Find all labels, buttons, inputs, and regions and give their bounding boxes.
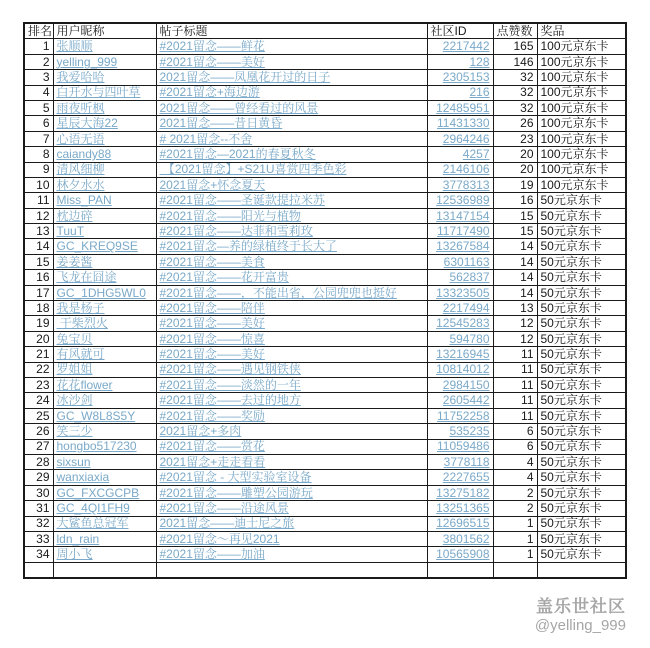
rank-cell: 15 — [24, 254, 53, 269]
likes-cell: 26 — [493, 116, 537, 131]
username-link[interactable]: 心语无语 — [56, 131, 105, 146]
likes-cell: 19 — [493, 177, 537, 192]
community-id-link[interactable]: 13323505 — [436, 285, 490, 300]
prize-cell: 50元京东卡 — [537, 285, 626, 300]
prize-cell: 50元京东卡 — [537, 362, 626, 377]
username-link[interactable]: GC_1DHG5WL0 — [56, 285, 146, 300]
table-row — [24, 316, 626, 331]
table-row — [24, 285, 626, 300]
col-header-post-title: 帖子标题 — [156, 23, 427, 39]
username-link[interactable]: caiandy88 — [56, 147, 112, 162]
table-row — [24, 85, 626, 100]
username-link[interactable]: yelling_999 — [56, 54, 118, 69]
table-row — [24, 39, 626, 54]
post-title-link[interactable]: #2021留念——奖励 — [159, 408, 265, 423]
table-row — [24, 162, 626, 177]
prize-cell: 50元京东卡 — [537, 347, 626, 362]
community-id-link[interactable]: 2305153 — [442, 70, 490, 85]
likes-cell: 6 — [493, 424, 537, 439]
rank-cell: 23 — [24, 377, 53, 392]
prize-cell: 50元京东卡 — [537, 270, 626, 285]
username-link[interactable]: hongbo517230 — [56, 439, 137, 454]
prize-cell: 100元京东卡 — [537, 162, 626, 177]
community-id-link[interactable]: 562837 — [449, 270, 490, 285]
likes-cell: 12 — [493, 316, 537, 331]
post-title-link[interactable]: #2021留念——，不能出省，公园兜兜也挺好 — [159, 285, 397, 300]
community-id-link[interactable]: 2146106 — [442, 162, 490, 177]
post-title-link[interactable]: #2021留念——沿途风景 — [159, 501, 289, 515]
rank-cell: 31 — [24, 501, 53, 516]
prize-cell: 100元京东卡 — [537, 54, 626, 69]
username-link[interactable]: 花花flower — [56, 377, 113, 392]
col-header-community-id: 社区ID — [427, 23, 493, 39]
table-body — [24, 39, 626, 578]
community-id-link[interactable]: 6301163 — [443, 254, 490, 269]
table-row — [24, 70, 626, 85]
community-id-link[interactable]: 2217494 — [442, 300, 490, 315]
likes-cell: 11 — [493, 377, 537, 392]
rank-cell: 1 — [24, 39, 53, 54]
table-row — [24, 362, 626, 377]
watermark-brand: 盖乐世社区 — [536, 597, 626, 616]
table-row — [24, 393, 626, 408]
rank-cell: 5 — [24, 100, 53, 115]
username-link[interactable]: GC_W8L8S5Y — [56, 408, 136, 423]
likes-cell: 13 — [493, 301, 537, 316]
rank-cell: 13 — [24, 224, 53, 239]
rank-cell: 14 — [24, 239, 53, 254]
prize-cell: 50元京东卡 — [537, 454, 626, 469]
prize-cell: 50元京东卡 — [537, 224, 626, 239]
prize-cell: 50元京东卡 — [537, 254, 626, 269]
prize-cell: 50元京东卡 — [537, 547, 626, 562]
watermark — [535, 596, 626, 636]
username-link[interactable]: 张顺顺 — [56, 39, 93, 54]
ranking-table — [23, 22, 627, 579]
table-row — [24, 116, 626, 131]
prize-cell: 50元京东卡 — [537, 208, 626, 223]
post-title-link[interactable]: #2021留念——雕塑公园游玩 — [159, 485, 313, 500]
prize-cell: 100元京东卡 — [537, 39, 626, 54]
username-link[interactable]: 有风就可 — [56, 347, 105, 362]
username-link[interactable]: TuuT — [56, 223, 85, 238]
rank-cell: 11 — [24, 193, 53, 208]
post-title-link[interactable]: #2021留念——美好 — [159, 316, 265, 331]
post-title-link[interactable]: #2021留念——淡然的一年 — [159, 377, 301, 392]
rank-cell: 18 — [24, 301, 53, 316]
likes-cell: 6 — [493, 439, 537, 454]
rank-cell: 19 — [24, 316, 53, 331]
table-row — [24, 301, 626, 316]
post-title-link[interactable]: 2021留念+怀念夏天 — [159, 177, 266, 192]
community-id-link[interactable]: 4257 — [462, 147, 490, 162]
prize-cell: 100元京东卡 — [537, 100, 626, 115]
community-id-link[interactable]: 2964246 — [442, 131, 490, 146]
community-id-link[interactable]: 535235 — [449, 424, 490, 439]
table-row — [24, 347, 626, 362]
prize-cell: 50元京东卡 — [537, 516, 626, 531]
post-title-link[interactable]: 2021留念——曾经看过的风景 — [159, 100, 319, 115]
table-row — [24, 485, 626, 500]
table-row — [24, 131, 626, 146]
post-title-link[interactable]: #2021留念——达菲和雪莉玫 — [159, 223, 313, 238]
table-row — [24, 516, 626, 531]
prize-cell: 50元京东卡 — [537, 470, 626, 485]
community-id-link[interactable]: 11431330 — [437, 116, 490, 131]
community-id-link[interactable]: 3801562 — [442, 531, 490, 546]
rank-cell: 34 — [24, 547, 53, 562]
col-header-username: 用户昵称 — [53, 23, 156, 39]
header-row — [24, 23, 626, 39]
table-row — [24, 100, 626, 115]
likes-cell: 4 — [493, 470, 537, 485]
community-id-link[interactable]: 12485951 — [436, 100, 490, 115]
table-row — [24, 270, 626, 285]
rank-cell: 33 — [24, 531, 53, 546]
table-row — [24, 439, 626, 454]
post-title-link[interactable]: #2021留念——陪伴 — [159, 300, 265, 315]
prize-cell: 50元京东卡 — [537, 316, 626, 331]
likes-cell: 32 — [493, 85, 537, 100]
community-id-link[interactable]: 2227655 — [442, 470, 490, 485]
post-title-link[interactable]: #2021留念+海边游 — [159, 85, 260, 100]
likes-cell: 32 — [493, 100, 537, 115]
rank-cell: 30 — [24, 485, 53, 500]
table-row — [24, 408, 626, 423]
community-id-link[interactable]: 12545283 — [436, 316, 490, 331]
empty-row — [24, 562, 626, 578]
username-link[interactable]: 姜姜酱 — [56, 254, 93, 269]
rank-cell: 6 — [24, 116, 53, 131]
table-row — [24, 224, 626, 239]
col-header-rank: 排名 — [24, 23, 53, 39]
likes-cell: 14 — [493, 285, 537, 300]
table-row — [24, 177, 626, 192]
post-title-link[interactable]: 2021留念——凤凰花开过的日子 — [159, 70, 331, 85]
prize-cell: 100元京东卡 — [537, 70, 626, 85]
community-id-link[interactable]: 13275182 — [436, 485, 490, 500]
username-link[interactable]: ldn_rain — [56, 531, 100, 546]
likes-cell: 2 — [493, 501, 537, 516]
prize-cell: 50元京东卡 — [537, 424, 626, 439]
prize-cell: 50元京东卡 — [537, 501, 626, 516]
username-link[interactable]: GC_FXCGCPB — [56, 485, 140, 500]
community-id-link[interactable]: 10565908 — [436, 547, 490, 562]
rank-cell: 4 — [24, 85, 53, 100]
username-link[interactable]: 我是杨子 — [56, 300, 105, 315]
community-id-link[interactable]: 11059486 — [437, 439, 490, 454]
post-title-link[interactable]: 2021留念+多肉 — [159, 424, 242, 439]
post-title-link[interactable]: #2021留念——美食 — [159, 254, 265, 269]
table-row — [24, 54, 626, 69]
username-link[interactable]: 大鲨鱼总冠军 — [56, 516, 129, 531]
post-title-link[interactable]: 2021留念——迪士尼之旅 — [159, 516, 295, 531]
rank-cell: 28 — [24, 454, 53, 469]
prize-cell: 50元京东卡 — [537, 408, 626, 423]
prize-cell: 100元京东卡 — [537, 116, 626, 131]
post-title-link[interactable]: #2021留念 - 大型实验室设备 — [159, 470, 312, 485]
likes-cell: 11 — [493, 408, 537, 423]
rank-cell: 22 — [24, 362, 53, 377]
col-header-prize: 奖品 — [537, 23, 626, 39]
username-link[interactable]: 星辰大海22 — [56, 116, 118, 131]
likes-cell: 20 — [493, 147, 537, 162]
table-row — [24, 454, 626, 469]
rank-cell: 12 — [24, 208, 53, 223]
username-link[interactable]: 罗姐姐 — [56, 362, 93, 377]
community-id-link[interactable]: 10814012 — [436, 362, 490, 377]
rank-cell: 20 — [24, 331, 53, 346]
prize-cell: 50元京东卡 — [537, 239, 626, 254]
rank-cell: 3 — [24, 70, 53, 85]
community-id-link[interactable]: 128 — [469, 54, 490, 69]
post-title-link[interactable]: # 2021留念--不舍 — [159, 131, 253, 146]
community-id-link[interactable]: 2605442 — [442, 393, 490, 408]
likes-cell: 15 — [493, 208, 537, 223]
community-id-link[interactable]: 12536989 — [436, 193, 490, 208]
username-link[interactable]: GC_KREQ9SE — [56, 239, 138, 254]
post-title-link[interactable]: #2021留念——美好 — [159, 347, 265, 362]
likes-cell: 4 — [493, 454, 537, 469]
prize-cell: 100元京东卡 — [537, 85, 626, 100]
username-link[interactable]: 白开水与四叶草 — [56, 85, 141, 100]
likes-cell: 1 — [493, 531, 537, 546]
post-title-link[interactable]: #2021留念——去过的地方 — [159, 393, 301, 408]
rank-cell: 7 — [24, 131, 53, 146]
watermark-handle: @yelling_999 — [534, 617, 626, 635]
post-title-link[interactable]: #2021留念——惊喜 — [159, 331, 265, 346]
community-id-link[interactable]: 12696515 — [436, 516, 490, 531]
community-id-link[interactable]: 3778118 — [443, 454, 490, 469]
username-link[interactable]: 笑三少 — [56, 424, 93, 439]
post-title-link[interactable]: #2021留念——美好 — [159, 54, 265, 69]
community-id-link[interactable]: 13216945 — [436, 347, 490, 362]
community-id-link[interactable]: 13251365 — [436, 501, 490, 515]
prize-cell: 100元京东卡 — [537, 147, 626, 162]
likes-cell: 14 — [493, 239, 537, 254]
table-row — [24, 208, 626, 223]
prize-cell: 50元京东卡 — [537, 393, 626, 408]
post-title-link[interactable]: 【2021留念】+S21U喜赏四季色彩 — [159, 162, 347, 177]
post-title-link[interactable]: #2021留念——鲜花 — [159, 39, 265, 54]
username-link[interactable]: 雨夜听枫 — [56, 100, 105, 115]
username-link[interactable]: 干柴烈火 — [56, 316, 108, 331]
username-link[interactable]: 清风细柳 — [56, 162, 105, 177]
prize-cell: 50元京东卡 — [537, 531, 626, 546]
table-row — [24, 147, 626, 162]
rank-cell: 9 — [24, 162, 53, 177]
prize-cell: 50元京东卡 — [537, 331, 626, 346]
prize-cell: 50元京东卡 — [537, 193, 626, 208]
table-row — [24, 424, 626, 439]
prize-cell: 100元京东卡 — [537, 177, 626, 192]
likes-cell: 23 — [493, 131, 537, 146]
username-link[interactable]: Miss_PAN — [56, 193, 112, 208]
prize-cell: 50元京东卡 — [537, 485, 626, 500]
likes-cell: 165 — [493, 39, 537, 54]
community-id-link[interactable]: 13147154 — [436, 208, 490, 223]
rank-cell: 32 — [24, 516, 53, 531]
username-link[interactable]: 冰沙剑 — [56, 393, 93, 408]
username-link[interactable]: 林夕水水 — [56, 177, 105, 192]
post-title-link[interactable]: #2021留念——加油 — [159, 547, 265, 562]
prize-cell: 50元京东卡 — [537, 439, 626, 454]
username-link[interactable]: sixsun — [56, 454, 91, 469]
likes-cell: 32 — [493, 70, 537, 85]
rank-cell: 26 — [24, 424, 53, 439]
community-id-link[interactable]: 11752258 — [437, 408, 490, 423]
likes-cell: 14 — [493, 254, 537, 269]
username-link[interactable]: 兔宝贝 — [56, 331, 93, 346]
post-title-link[interactable]: #2021留念——圣诞款提拉米苏 — [159, 193, 325, 208]
post-title-link[interactable]: #2021留念——遇见钢铁侠 — [159, 362, 301, 377]
table-row — [24, 239, 626, 254]
username-link[interactable]: 周小飞 — [56, 547, 93, 562]
community-id-link[interactable]: 2984150 — [442, 377, 490, 392]
rank-cell: 17 — [24, 285, 53, 300]
post-title-link[interactable]: #2021留念—2021的春夏秋冬 — [159, 147, 316, 162]
table-row — [24, 254, 626, 269]
table-row — [24, 531, 626, 546]
rank-cell: 25 — [24, 408, 53, 423]
table-row — [24, 377, 626, 392]
table-row — [24, 193, 626, 208]
post-title-link[interactable]: #2021留念——阳光与植物 — [159, 208, 301, 223]
likes-cell: 146 — [493, 54, 537, 69]
rank-cell: 21 — [24, 347, 53, 362]
community-id-link[interactable]: 3778313 — [442, 177, 490, 192]
username-link[interactable]: 飞龙在囧途 — [56, 270, 117, 285]
username-link[interactable]: 枕边碎 — [56, 208, 93, 223]
likes-cell: 1 — [493, 547, 537, 562]
post-title-link[interactable]: #2021留念～再见2021 — [159, 531, 280, 546]
prize-cell: 50元京东卡 — [537, 301, 626, 316]
community-id-link[interactable]: 2217442 — [442, 39, 490, 54]
likes-cell: 12 — [493, 331, 537, 346]
post-title-link[interactable]: #2021留念——花开富贵 — [159, 270, 289, 285]
likes-cell: 20 — [493, 162, 537, 177]
likes-cell: 15 — [493, 224, 537, 239]
table-row — [24, 470, 626, 485]
username-link[interactable]: GC_4QI1FH9 — [56, 501, 130, 515]
username-link[interactable]: wanxiaxia — [56, 470, 110, 485]
rank-cell: 8 — [24, 147, 53, 162]
rank-cell: 29 — [24, 470, 53, 485]
prize-cell: 100元京东卡 — [537, 131, 626, 146]
likes-cell: 1 — [493, 516, 537, 531]
likes-cell: 11 — [493, 347, 537, 362]
rank-cell: 2 — [24, 54, 53, 69]
username-link[interactable]: 我爱哈哈 — [56, 70, 105, 85]
rank-cell: 10 — [24, 177, 53, 192]
col-header-likes: 点赞数 — [493, 23, 537, 39]
table-row — [24, 547, 626, 562]
rank-cell: 24 — [24, 393, 53, 408]
community-id-link[interactable]: 594780 — [449, 331, 490, 346]
rank-cell: 27 — [24, 439, 53, 454]
post-title-link[interactable]: 2021留念+走走看看 — [159, 454, 266, 469]
post-title-link[interactable]: 2021留念——昔日黄昏 — [159, 116, 283, 131]
likes-cell: 11 — [493, 362, 537, 377]
table-row — [24, 331, 626, 346]
post-title-link[interactable]: #2021留念——赏花 — [159, 439, 265, 454]
likes-cell: 11 — [493, 393, 537, 408]
community-id-link[interactable]: 216 — [469, 85, 490, 100]
community-id-link[interactable]: 13267584 — [436, 239, 490, 254]
likes-cell: 14 — [493, 270, 537, 285]
table-row — [24, 501, 626, 516]
likes-cell: 16 — [493, 193, 537, 208]
likes-cell: 2 — [493, 485, 537, 500]
rank-cell: 16 — [24, 270, 53, 285]
prize-cell: 50元京东卡 — [537, 377, 626, 392]
community-id-link[interactable]: 11717490 — [437, 223, 490, 238]
post-title-link[interactable]: #2021留念—养的绿植终于长大了 — [159, 239, 337, 254]
